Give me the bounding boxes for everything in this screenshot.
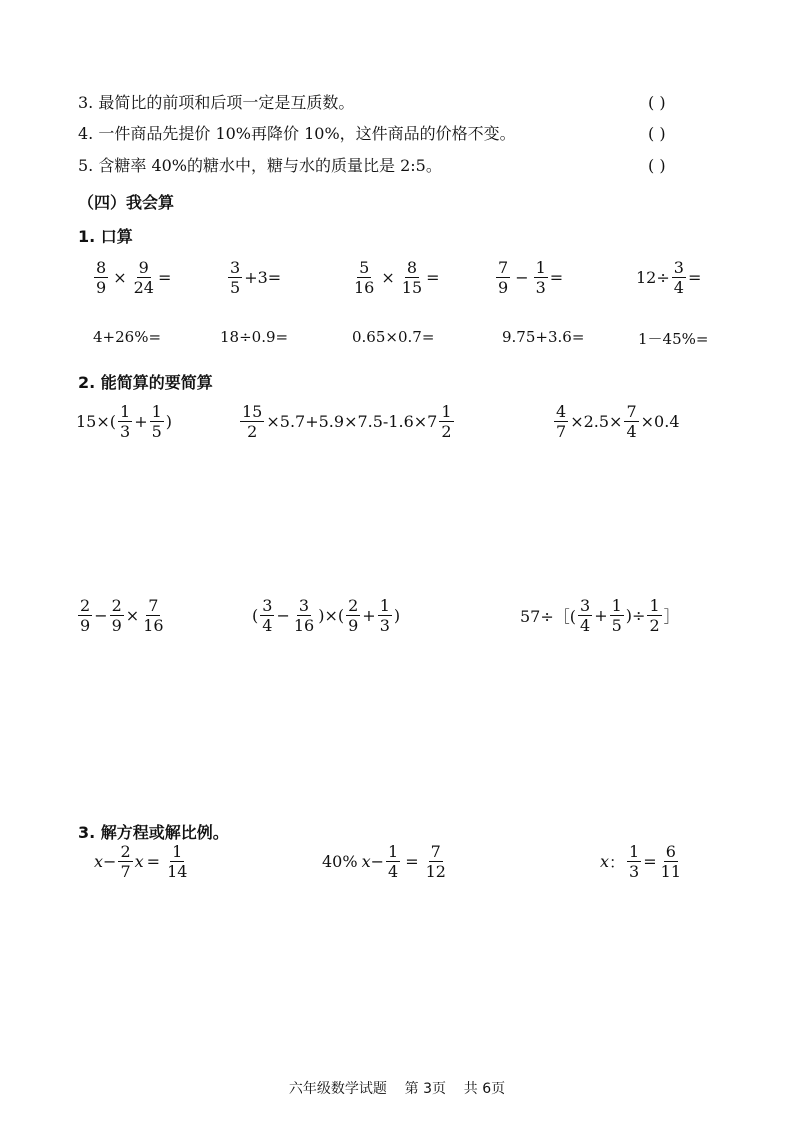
operator: + bbox=[362, 606, 376, 625]
expr-middle: )×( bbox=[318, 606, 345, 625]
fraction: $\frac{7}{16}$ bbox=[143, 596, 164, 635]
simplify-expr-6 bbox=[520, 596, 680, 635]
fraction: $\frac{6}{11}$ bbox=[660, 842, 681, 881]
equation-3 bbox=[600, 842, 685, 881]
simplify-expr-5 bbox=[252, 596, 400, 635]
expr-end: ］ bbox=[663, 607, 680, 626]
operator: − bbox=[515, 268, 529, 287]
equals: = bbox=[146, 852, 161, 871]
judge-item-3: 3. 最简比的前项和后项一定是互质数。 bbox=[78, 93, 355, 112]
fraction: $\frac{1}{5}$ bbox=[611, 596, 622, 635]
equals: = bbox=[687, 268, 702, 287]
equals: = bbox=[157, 268, 172, 287]
judge-blank-4[interactable]: ( ) bbox=[648, 124, 666, 143]
simplify-expr-1 bbox=[76, 402, 172, 441]
fraction: $\frac{3}{4}$ bbox=[580, 596, 591, 635]
oral-expr-1 bbox=[92, 258, 171, 297]
fraction: $\frac{1}{3}$ bbox=[379, 596, 390, 635]
expr-middle: ×5.7+5.9×7.5-1.6×7 bbox=[266, 412, 438, 431]
operator: − bbox=[103, 852, 117, 871]
fraction: $\frac{3}{16}$ bbox=[293, 596, 315, 635]
simplify-expr-2 bbox=[238, 402, 456, 441]
equation-1 bbox=[94, 842, 191, 881]
fraction: $\frac{1}{3}$ bbox=[535, 258, 546, 297]
oral-title: 1. 口算 bbox=[78, 227, 133, 246]
ratio-colon: ： bbox=[609, 853, 626, 872]
expr-prefix: 57÷［( bbox=[520, 607, 577, 626]
judge-blank-5[interactable]: ( ) bbox=[648, 156, 666, 175]
oral-row2-item-4: 9.75+3.6= bbox=[502, 328, 585, 346]
oral-row2-item-1: 4+26%= bbox=[93, 328, 162, 346]
variable-x: x bbox=[94, 852, 104, 871]
variable-x: x bbox=[134, 852, 144, 871]
simplify-title: 2. 能简算的要简算 bbox=[78, 373, 213, 392]
expr-middle: ×2.5× bbox=[570, 412, 623, 431]
fraction: $\frac{1}{14}$ bbox=[167, 842, 188, 881]
fraction: $\frac{5}{16}$ bbox=[354, 258, 375, 297]
judge-item-5: 5. 含糖率 40%的糖水中，糖与水的质量比是 2:5。 bbox=[78, 156, 442, 175]
fraction: $\frac{1}{3}$ bbox=[120, 402, 131, 441]
equals: = bbox=[426, 268, 440, 287]
expr-prefix: ( bbox=[252, 606, 259, 625]
fraction: $\frac{8}{9}$ bbox=[96, 258, 107, 297]
equals: = bbox=[549, 268, 564, 287]
fraction: $\frac{9}{24}$ bbox=[133, 258, 154, 297]
fraction: $\frac{2}{9}$ bbox=[111, 596, 122, 635]
fraction: $\frac{2}{9}$ bbox=[80, 596, 91, 635]
equals: = bbox=[405, 852, 419, 871]
oral-expr-2 bbox=[226, 258, 281, 297]
judge-blank-3[interactable]: ( ) bbox=[648, 93, 666, 112]
operator: + bbox=[594, 606, 608, 625]
operator: + bbox=[134, 412, 148, 431]
expr-end: ) bbox=[165, 412, 173, 431]
operator: − bbox=[370, 852, 384, 871]
equation-2 bbox=[322, 842, 450, 881]
fraction: $\frac{3}{4}$ bbox=[262, 596, 273, 635]
oral-expr-3 bbox=[350, 258, 440, 297]
fraction: $\frac{4}{7}$ bbox=[556, 402, 567, 441]
simplify-expr-4 bbox=[76, 596, 168, 635]
expr-prefix: 40% bbox=[322, 852, 358, 871]
fraction: $\frac{3}{5}$ bbox=[230, 258, 241, 297]
oral-row2-item-3: 0.65×0.7= bbox=[352, 328, 435, 346]
page-footer: 六年级数学试题 第 3页 共 6页 bbox=[288, 1081, 506, 1097]
expr-end: ) bbox=[393, 606, 401, 625]
operator: × bbox=[113, 268, 127, 287]
equals: = bbox=[643, 852, 657, 871]
oral-row2-item-5: 1－45%= bbox=[638, 330, 709, 348]
variable-x: x bbox=[361, 852, 371, 871]
fraction: $\frac{7}{9}$ bbox=[498, 258, 509, 297]
fraction: $\frac{1}{3}$ bbox=[629, 842, 640, 881]
fraction: $\frac{2}{9}$ bbox=[348, 596, 359, 635]
operator: × bbox=[381, 268, 395, 287]
fraction: $\frac{3}{4}$ bbox=[673, 258, 684, 297]
expr-middle: )÷ bbox=[625, 606, 646, 625]
fraction: $\frac{1}{2}$ bbox=[441, 402, 452, 441]
fraction: $\frac{2}{7}$ bbox=[120, 842, 131, 881]
variable-x: x bbox=[600, 852, 610, 871]
fraction: $\frac{15}{2}$ bbox=[242, 402, 263, 441]
operator: × bbox=[125, 606, 140, 625]
oral-row2-item-2: 18÷0.9= bbox=[220, 328, 289, 346]
section-title: （四）我会算 bbox=[78, 193, 175, 212]
fraction: $\frac{8}{15}$ bbox=[401, 258, 423, 297]
simplify-expr-3 bbox=[552, 402, 680, 441]
expr-prefix: 12÷ bbox=[636, 268, 670, 287]
operator: − bbox=[276, 606, 290, 625]
operator: − bbox=[94, 606, 108, 625]
fraction: $\frac{7}{12}$ bbox=[425, 842, 446, 881]
fraction: $\frac{1}{2}$ bbox=[649, 596, 660, 635]
fraction: $\frac{1}{5}$ bbox=[151, 402, 162, 441]
equation-title: 3. 解方程或解比例。 bbox=[78, 823, 229, 842]
judge-item-4: 4. 一件商品先提价 10%再降价 10%，这件商品的价格不变。 bbox=[78, 124, 516, 143]
oral-expr-4 bbox=[494, 258, 563, 297]
expr-rest: +3= bbox=[244, 268, 282, 287]
fraction: $\frac{1}{4}$ bbox=[388, 842, 399, 881]
fraction: $\frac{7}{4}$ bbox=[626, 402, 637, 441]
expr-prefix: 15×( bbox=[76, 412, 117, 431]
oral-expr-5 bbox=[636, 258, 701, 297]
expr-end: ×0.4 bbox=[640, 412, 680, 431]
